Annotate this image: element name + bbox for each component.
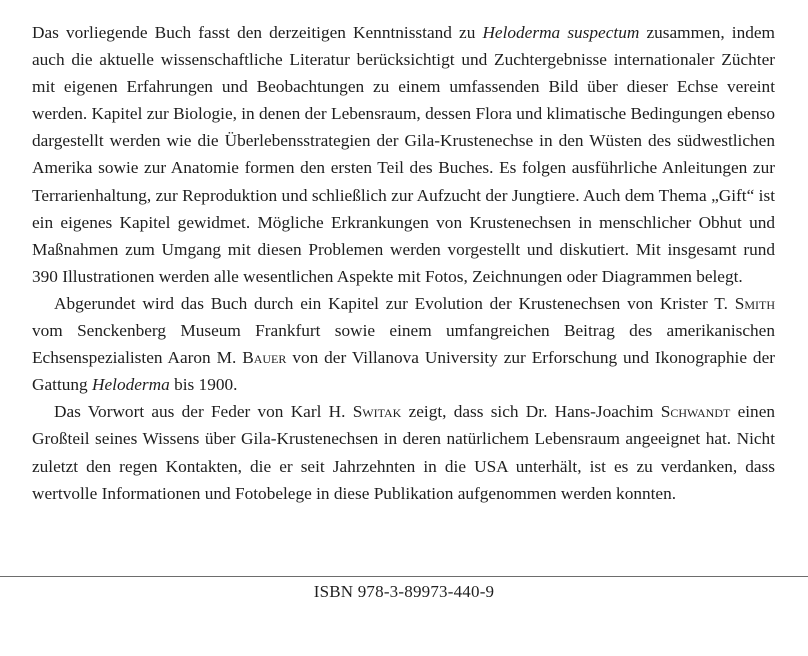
horizontal-divider — [0, 576, 808, 577]
author-surname: Bauer — [242, 348, 287, 368]
paragraph-text: vom Senckenberg Museum Frankfurt sowie einem umfangreichen Beitrag des amerikanischen Echsenspezialisten Aaron M. — [32, 321, 775, 368]
isbn-number: ISBN 978-3-89973-440-9 — [313, 582, 495, 601]
paragraph-text: einen Großteil seines Wissens über Gila-Krustenechsen in deren natürlichem Lebensraum angeeignet hat. Nicht zuletzt den regen Kontakten, die er seit Jahrzehnten in die USA unterhält, ist es zu verdanken, dass wertvolle Informationen und Fotobelege in diese Publikation aufgenommen werden konnten. — [32, 402, 776, 503]
genus-name: Heloderma — [92, 375, 170, 395]
paragraph-text: zeigt, dass sich Dr. Hans-Joachim — [401, 402, 661, 422]
paragraph-text: Das vorliegende Buch fasst den derzeitigen Kenntnisstand zu — [32, 23, 483, 42]
paragraph-contributors — [32, 290, 775, 398]
blurb-text — [32, 19, 775, 507]
paragraph-foreword — [32, 398, 775, 506]
author-surname: Switak — [352, 402, 402, 422]
paragraph-text: Abgerundet wird das Buch durch ein Kapitel zur Evolution der Krustenechsen von Krister T. — [54, 293, 735, 313]
paragraph-intro — [32, 19, 775, 290]
species-name: Heloderma suspectum — [482, 23, 640, 42]
paragraph-text: von der Villanova University zur Erforschung und Ikonographie der Gattung — [32, 348, 776, 395]
paragraph-text: Das Vorwort aus der Feder von Karl H. — [54, 402, 353, 422]
paragraph-text: bis 1900. — [169, 375, 238, 395]
author-surname: Schwandt — [660, 402, 731, 422]
paragraph-text: zusammen, indem auch die aktuelle wissenschaftliche Literatur berücksichtigt und Zuchtergebnisse internationaler Züchter mit eigenen Erfahrungen und Beobachtungen zu einem umfassenden Bild über dieser Echse vereint werden. Kapitel zur Biologie, in denen der Lebensraum, dessen Flora und klimatische Bedingungen ebenso dargestellt werden wie die Überlebensstrategien der Gila-Krustenechse in den Wüsten des südwestlichen Amerika sowie zur Anatomie formen den ersten Teil des Buches. Es folgen ausführliche Anleitungen zur Terrarienhaltung, zur Reproduktion und schließlich zur Aufzucht der Jungtiere. Auch dem Thema „Gift“ ist ein eigenes Kapitel gewidmet. Mögliche Erkrankungen von Krustenechsen in menschlicher Obhut und Maßnahmen zum Umgang mit diesen Problemen werden vorgestellt und diskutiert. Mit insgesamt rund 390 Illustrationen werden alle wesentlichen Aspekte mit Fotos, Zeichnungen oder Diagrammen belegt. — [32, 23, 775, 286]
author-surname: Smith — [734, 293, 775, 313]
